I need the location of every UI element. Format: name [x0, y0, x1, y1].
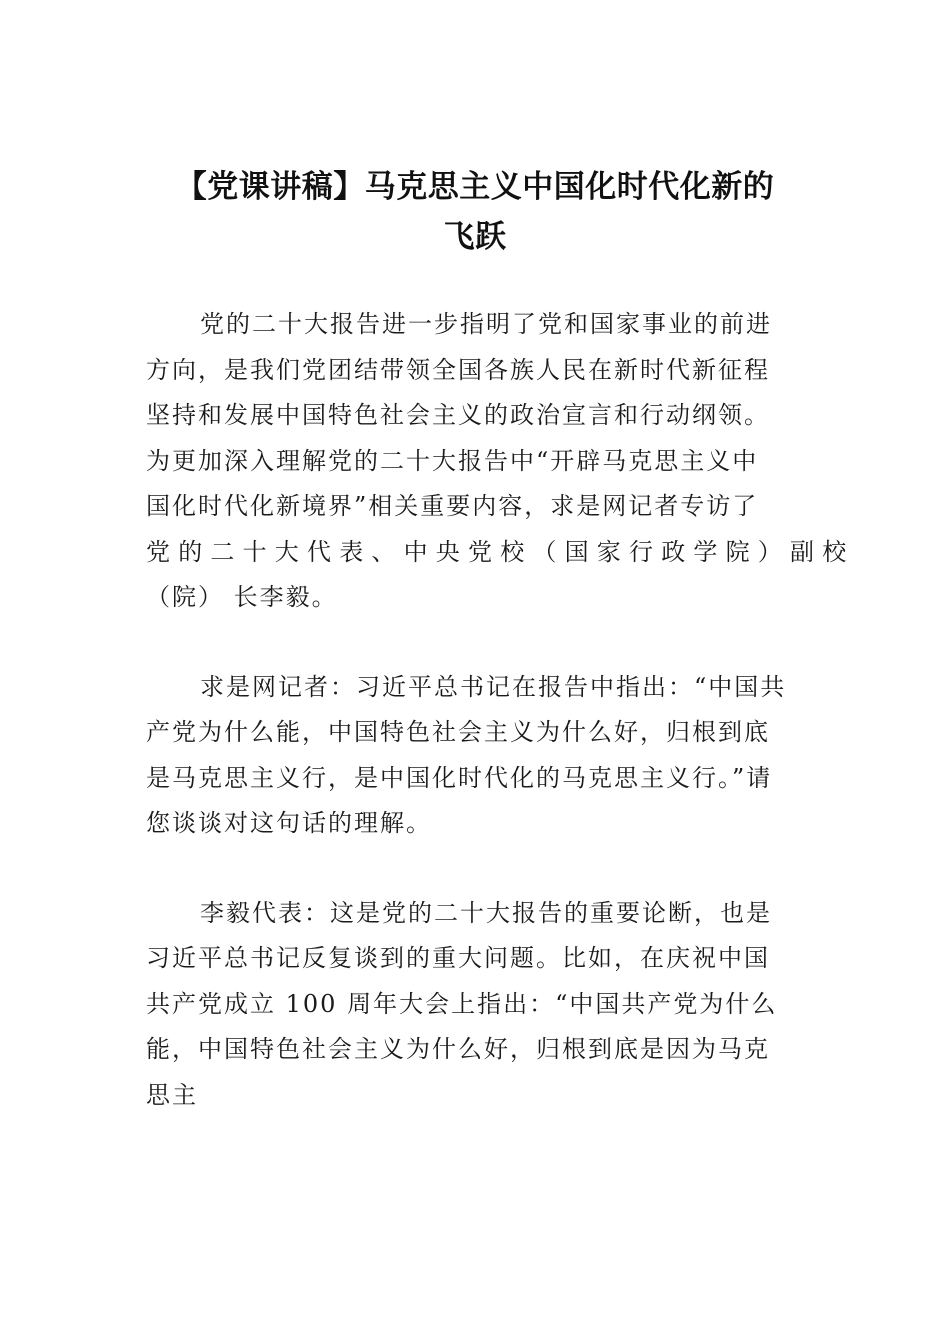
- text-line: 李毅代表：这是党的二十大报告的重要论断，也是: [200, 898, 772, 927]
- text-line: 思主: [146, 1080, 198, 1109]
- paragraph-intro: [146, 302, 855, 621]
- text-line: 党的二十大报告进一步指明了党和国家事业的前进: [200, 310, 772, 338]
- document-title: [140, 162, 810, 262]
- document-body: [146, 302, 855, 1162]
- paragraph-question: [146, 665, 806, 847]
- text-line: 为更加深入理解党的二十大报告中“开辟马克思主义中: [146, 446, 759, 475]
- text-line: 共产党成立 100 周年大会上指出：“中国共产党为什么: [146, 989, 778, 1018]
- text-line: 国化时代化新境界”相关重要内容，求是网记者专访了: [146, 492, 759, 520]
- text-line: 您谈谈对这句话的理解。: [146, 809, 432, 837]
- text-line: 求是网记者：习近平总书记在报告中指出：“中国共: [200, 672, 787, 701]
- text-line: 产党为什么能，中国特色社会主义为什么好，归根到底: [146, 718, 770, 746]
- title-line: 飞跃: [443, 219, 507, 255]
- title-line: 【党课讲稿】马克思主义中国化时代化新的: [175, 169, 775, 205]
- text-line: 是马克思主义行，是中国化时代化的马克思主义行。”请: [146, 763, 773, 792]
- text-line: 能，中国特色社会主义为什么好，归根到底是因为马克: [146, 1035, 770, 1063]
- text-line: 方向，是我们党团结带领全国各族人民在新时代新征程: [146, 355, 770, 384]
- text-line: 习近平总书记反复谈到的重大问题。比如，在庆祝中国: [146, 944, 770, 972]
- text-line: （院） 长李毅。: [146, 583, 338, 611]
- text-line: 党的二十大代表、中央党校（国家行政学院）副校: [146, 537, 855, 566]
- text-line: 坚持和发展中国特色社会主义的政治宣言和行动纲领。: [146, 401, 770, 429]
- paragraph-answer: [146, 891, 806, 1119]
